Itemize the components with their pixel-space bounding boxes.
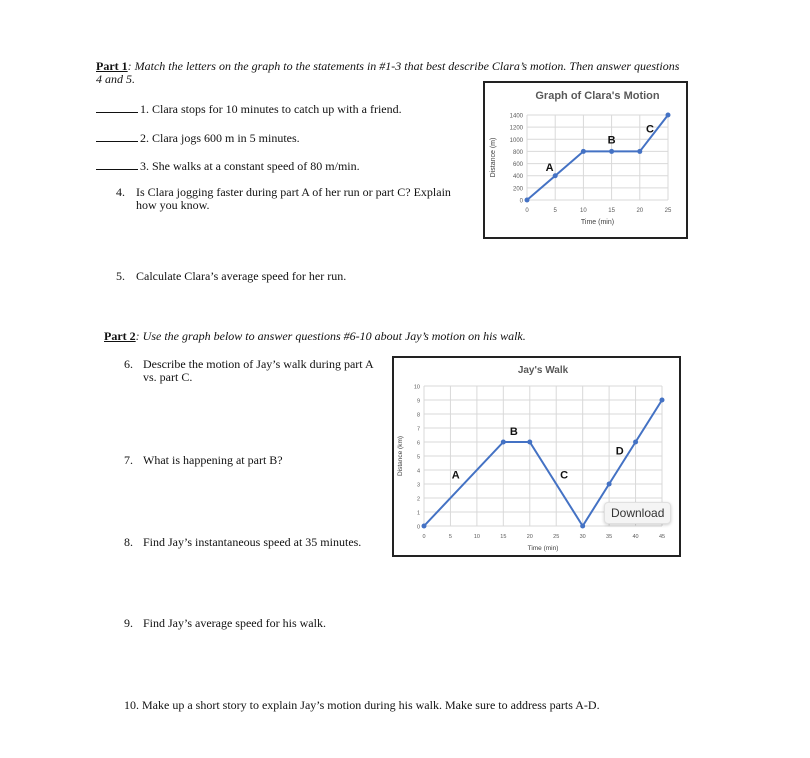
x-axis-label: Time (min) [580,219,615,226]
data-point [525,198,530,203]
x-axis-label: Time (min) [527,545,559,552]
y-tick-label: 7 [416,426,420,433]
chart-title: Jay's Walk [517,365,569,376]
segment-label-d: D [615,445,624,458]
question-4-line1: Is Clara jogging faster during part A of her run or part C? Explain [136,185,451,199]
data-point [501,440,506,445]
x-tick-label: 40 [632,534,639,540]
segment-label-a: A [451,469,460,482]
y-axis-label: Distance (m) [490,137,497,178]
segment-label-b: B [607,134,616,147]
y-tick-label: 1000 [509,137,523,144]
question-7-text: What is happening at part B? [143,453,283,467]
question-4-text [136,186,451,212]
question-4-line2: how you know. [136,198,210,212]
x-tick-label: 15 [500,534,507,540]
data-point [422,524,427,529]
y-tick-label: 3 [416,482,420,489]
download-button[interactable]: Download [604,502,671,524]
part1-instructions: : Match the letters on the graph to the statements in #1-3 that best describe Clara’s motion. Then answer questions [127,59,680,73]
x-tick-label: 20 [526,534,533,540]
question-5-text: Calculate Clara’s average speed for her run. [136,269,347,283]
y-tick-label: 8 [416,412,420,419]
question-6-line2: vs. part C. [143,370,193,384]
y-tick-label: 800 [512,149,523,156]
y-tick-label: 1 [416,510,420,517]
question-7-number: 7. [124,453,133,467]
x-tick-label: 5 [448,534,452,540]
question-6-line1: Describe the motion of Jay’s walk during part A [143,357,374,371]
part1-instructions-line2: 4 and 5. [96,72,135,86]
question-8-number: 8. [124,535,133,549]
data-point [666,113,671,118]
question-6-number: 6. [124,357,133,371]
x-tick-label: 25 [553,534,560,540]
data-point [527,440,532,445]
y-tick-label: 0 [519,198,523,205]
data-point [660,398,665,403]
x-tick-label: 15 [608,208,615,214]
part1-label: Part 1 [96,59,128,73]
statement-3 [96,158,360,173]
segment-label-c: C [645,123,654,136]
part2-label: Part 2 [104,329,136,343]
y-axis-label: Distance (km) [397,435,404,477]
y-tick-label: 10 [413,384,420,391]
question-8-text: Find Jay’s instantaneous speed at 35 minutes. [143,535,362,549]
data-point [633,440,638,445]
question-9-number: 9. [124,616,133,630]
statement-2 [96,130,300,145]
y-tick-label: 200 [512,186,523,193]
y-tick-label: 4 [416,468,420,475]
question-6-text [143,358,374,384]
x-tick-label: 0 [525,208,529,214]
chart-title: Graph of Clara's Motion [535,90,660,102]
y-tick-label: 5 [416,454,420,461]
y-tick-label: 6 [416,440,420,447]
y-tick-label: 0 [416,524,420,531]
question-5-number: 5. [116,269,125,283]
x-tick-label: 25 [664,208,672,214]
x-tick-label: 30 [579,534,586,540]
data-point [637,149,642,154]
x-tick-label: 5 [553,208,557,214]
statement-1 [96,101,402,116]
x-tick-label: 10 [580,208,587,214]
segment-label-a: A [545,161,554,174]
statement-text: 1. Clara stops for 10 minutes to catch up with a friend. [140,102,402,116]
jay-chart [392,356,681,557]
data-point [609,149,614,154]
answer-blank-2[interactable] [96,130,138,142]
data-point [581,149,586,154]
segment-label-b: B [509,426,518,438]
y-tick-label: 1400 [509,113,523,120]
x-tick-label: 20 [636,208,644,214]
y-tick-label: 2 [416,496,420,503]
data-point [580,524,585,529]
data-point [553,173,558,178]
x-tick-label: 35 [606,534,613,540]
data-point [607,482,612,487]
part2-heading [104,330,526,343]
x-tick-label: 10 [473,534,480,540]
y-tick-label: 1200 [509,125,523,132]
y-tick-label: 600 [512,162,523,169]
question-9-text: Find Jay’s average speed for his walk. [143,616,326,630]
question-4-number: 4. [116,185,125,199]
answer-blank-1[interactable] [96,101,138,113]
y-tick-label: 400 [512,174,523,181]
answer-blank-3[interactable] [96,158,138,170]
question-10-text: 10. Make up a short story to explain Jay’s motion during his walk. Make sure to address parts A-D. [124,698,600,712]
x-tick-label: 0 [422,534,426,540]
segment-label-c: C [560,469,569,482]
y-tick-label: 9 [416,398,420,405]
statement-text: 2. Clara jogs 600 m in 5 minutes. [140,131,300,145]
x-tick-label: 45 [658,534,666,540]
part2-instructions: : Use the graph below to answer questions #6-10 about Jay’s motion on his walk. [135,329,526,343]
jay-chart-svg [394,358,679,555]
clara-chart-svg [485,83,686,237]
statement-text: 3. She walks at a constant speed of 80 m/min. [140,159,360,173]
clara-chart [483,81,688,239]
